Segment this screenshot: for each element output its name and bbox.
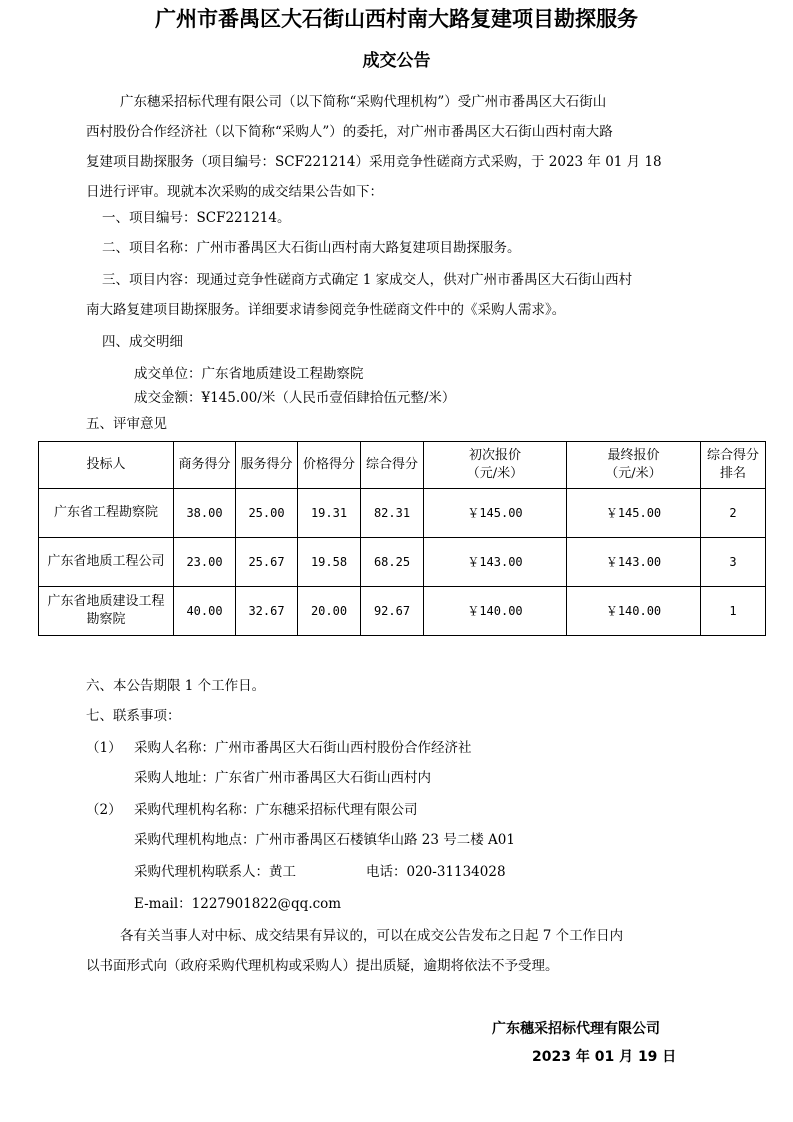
cell-service-score: 32.67 (236, 587, 298, 636)
cell-final-quote: ￥140.00 (567, 587, 701, 636)
purchaser-name: 采购人名称：广州市番禺区大石街山西村股份合作经济社 (134, 740, 472, 756)
project-number: 一、项目编号：SCF221214。 (102, 210, 291, 226)
project-content-line-2: 南大路复建项目勘探服务。详细要求请参阅竞争性磋商文件中的《采购人需求》。 (86, 302, 566, 318)
cell-bidder: 广东省工程勘察院 (39, 489, 174, 538)
cell-bidder: 广东省地质建设工程 勘察院 (39, 587, 174, 636)
cell-initial-quote: ￥145.00 (424, 489, 567, 538)
purchaser-address: 采购人地址：广东省广州市番禺区大石街山西村内 (134, 770, 431, 786)
header-business-score: 商务得分 (174, 442, 236, 489)
cell-price-score: 20.00 (298, 587, 361, 636)
cell-total-score: 92.67 (361, 587, 424, 636)
signature-date: 2023 年 01 月 19 日 (532, 1049, 677, 1065)
project-name: 二、项目名称：广州市番禺区大石街山西村南大路复建项目勘探服务。 (102, 240, 521, 256)
signature-organization: 广东穗采招标代理有限公司 (492, 1021, 660, 1037)
review-heading: 五、评审意见 (86, 416, 167, 432)
cell-service-score: 25.67 (236, 538, 298, 587)
cell-business-score: 40.00 (174, 587, 236, 636)
cell-rank: 2 (701, 489, 766, 538)
objection-notice-line-2: 以书面形式向（政府采购代理机构或采购人）提出质疑，逾期将依法不予受理。 (86, 958, 559, 974)
header-service-score: 服务得分 (236, 442, 298, 489)
agency-name: 采购代理机构名称：广东穗采招标代理有限公司 (134, 802, 418, 818)
table-row (39, 538, 766, 587)
cell-service-score: 25.00 (236, 489, 298, 538)
cell-bidder: 广东省地质工程公司 (39, 538, 174, 587)
table-row (39, 489, 766, 538)
agency-email: E-mail：1227901822@qq.com (134, 896, 342, 912)
cell-final-quote: ￥145.00 (567, 489, 701, 538)
document-title: 广州市番禺区大石街山西村南大路复建项目勘探服务 (155, 7, 638, 31)
intro-line-1: 广东穗采招标代理有限公司（以下简称“采购代理机构”）受广州市番禺区大石街山 (120, 94, 607, 110)
cell-total-score: 68.25 (361, 538, 424, 587)
header-final-quote: 最终报价 （元/米） (567, 442, 701, 489)
contact-heading: 七、联系事项： (86, 708, 181, 724)
agency-address: 采购代理机构地点：广州市番禺区石楼镇华山路 23 号二楼 A01 (134, 832, 515, 848)
deal-detail-heading: 四、成交明细 (102, 334, 183, 350)
contact-2-label: （2） (86, 802, 122, 818)
project-content-line-1: 三、项目内容：现通过竞争性磋商方式确定 1 家成交人，供对广州市番禺区大石街山西村 (102, 272, 633, 288)
cell-total-score: 82.31 (361, 489, 424, 538)
cell-price-score: 19.58 (298, 538, 361, 587)
cell-business-score: 23.00 (174, 538, 236, 587)
notice-period: 六、本公告期限 1 个工作日。 (86, 678, 266, 694)
evaluation-table (38, 441, 766, 636)
cell-rank: 3 (701, 538, 766, 587)
header-initial-quote: 初次报价 （元/米） (424, 442, 567, 489)
cell-final-quote: ￥143.00 (567, 538, 701, 587)
cell-initial-quote: ￥143.00 (424, 538, 567, 587)
contact-1-label: （1） (86, 740, 122, 756)
header-price-score: 价格得分 (298, 442, 361, 489)
intro-line-2: 西村股份合作经济社（以下简称“采购人”）的委托，对广州市番禺区大石街山西村南大路 (86, 124, 613, 140)
intro-line-3: 复建项目勘探服务（项目编号：SCF221214）采用竞争性磋商方式采购，于 2023 年 01 月 18 (86, 154, 662, 170)
deal-amount: 成交金额：¥145.00/米（人民币壹佰肆拾伍元整/米） (134, 390, 456, 406)
header-total-score: 综合得分 (361, 442, 424, 489)
table-header-row (39, 442, 766, 489)
intro-line-4: 日进行评审。现就本次采购的成交结果公告如下： (86, 184, 383, 200)
cell-business-score: 38.00 (174, 489, 236, 538)
agency-contact-person: 采购代理机构联系人：黄工 (134, 864, 296, 880)
header-rank: 综合得分 排名 (701, 442, 766, 489)
agency-phone: 电话：020-31134028 (366, 864, 506, 880)
cell-price-score: 19.31 (298, 489, 361, 538)
header-bidder: 投标人 (39, 442, 174, 489)
cell-rank: 1 (701, 587, 766, 636)
cell-initial-quote: ￥140.00 (424, 587, 567, 636)
objection-notice-line-1: 各有关当事人对中标、成交结果有异议的，可以在成交公告发布之日起 7 个工作日内 (120, 928, 624, 944)
document-subtitle: 成交公告 (362, 51, 431, 71)
deal-winner: 成交单位：广东省地质建设工程勘察院 (134, 366, 364, 382)
table-row (39, 587, 766, 636)
